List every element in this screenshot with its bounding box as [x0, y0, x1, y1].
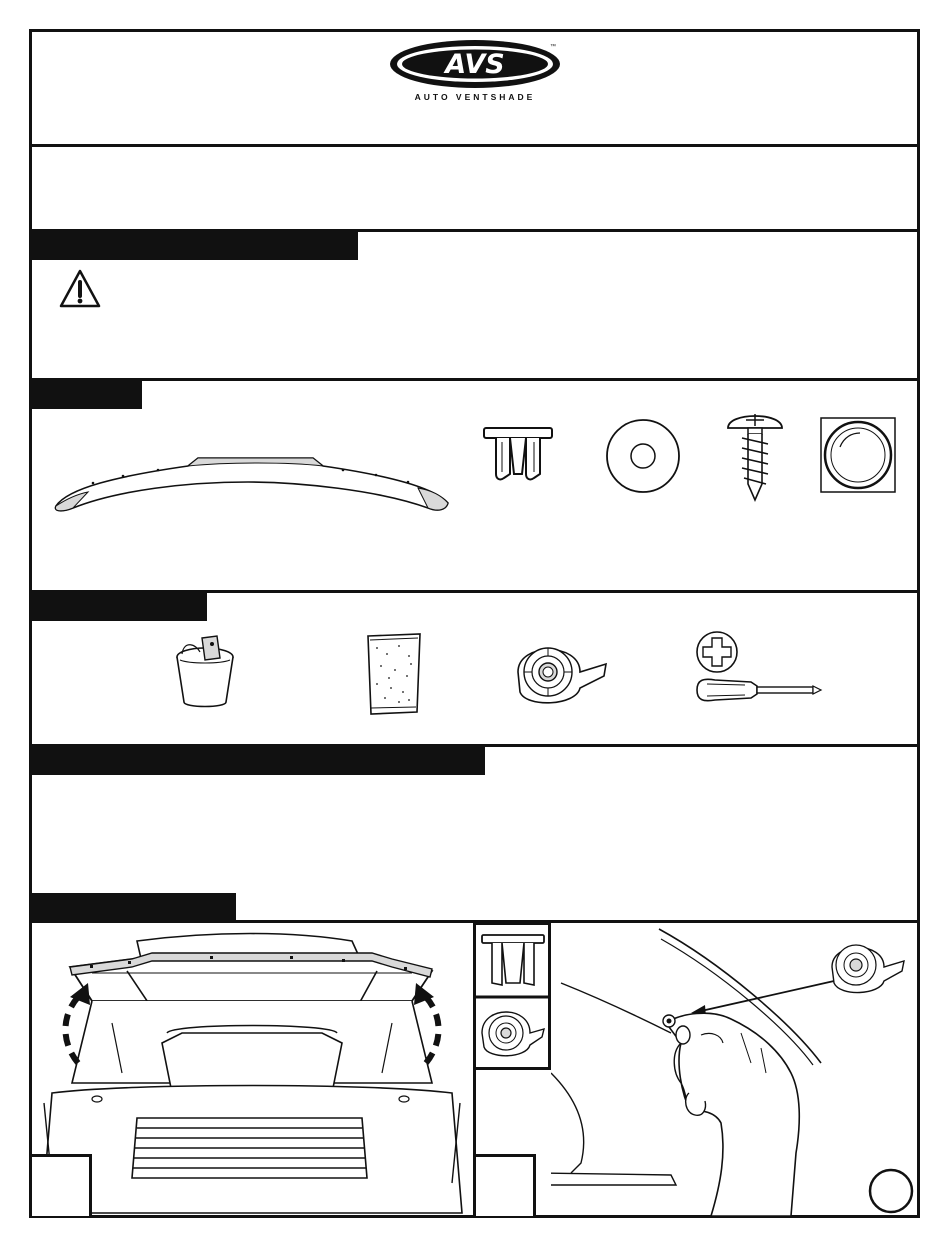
- section-bar-1: [32, 232, 358, 260]
- section-bar-2: [32, 381, 142, 409]
- logo-text: AVS: [445, 49, 505, 80]
- logo-trademark: ™: [550, 44, 556, 50]
- washer-icon: [605, 418, 681, 494]
- step2-parts-inset: [473, 922, 551, 1070]
- screw-icon: [724, 406, 786, 504]
- step1-illustration: [32, 923, 473, 1216]
- tape-dispenser-icon: [510, 632, 610, 712]
- divider-header: [29, 144, 920, 147]
- warning-icon: [58, 268, 102, 310]
- alcohol-wipe-icon: [365, 630, 423, 716]
- section-bar-5: [32, 893, 236, 921]
- brand-name: AUTO VENTSHADE: [414, 92, 536, 102]
- bumper-pad-icon: [820, 417, 896, 493]
- hood-deflector-icon: [48, 448, 453, 516]
- section-bar-3: [32, 593, 207, 621]
- section-bar-4: [32, 747, 485, 775]
- push-clip-icon: [482, 426, 554, 484]
- bucket-icon: [172, 630, 242, 710]
- page-corner-circle: [868, 1168, 914, 1214]
- step1-number-box: [32, 1154, 92, 1216]
- divider-warning: [29, 378, 920, 381]
- step2-number-box: [476, 1154, 536, 1216]
- phillips-screwdriver-icon: [695, 630, 825, 710]
- step2-illustration: [551, 923, 917, 1216]
